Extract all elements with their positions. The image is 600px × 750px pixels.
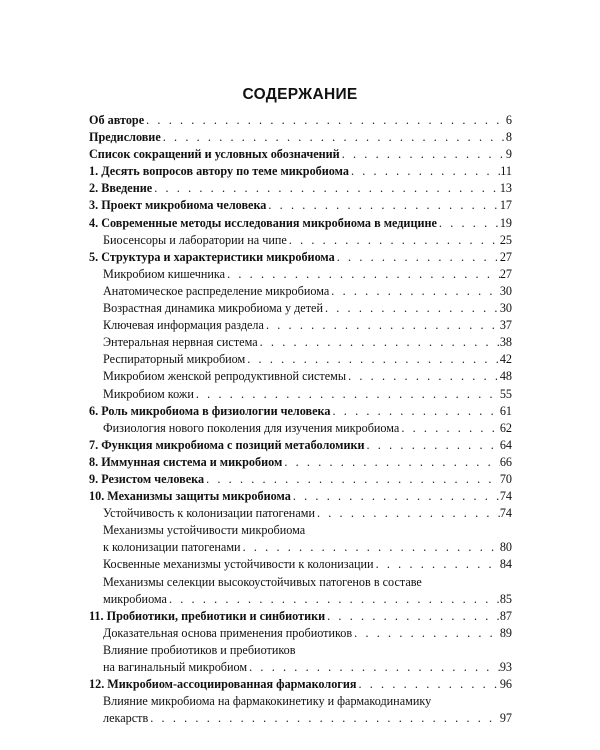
toc-page-number: 27 [499,249,512,264]
dot-leader [356,676,499,693]
dot-leader [152,180,500,197]
toc-page-number: 61 [499,403,512,418]
toc-entry[interactable] [89,249,512,266]
toc-page-number: 9 [505,147,512,162]
toc-page-number: 55 [499,386,512,401]
toc-page-number: 97 [499,711,512,726]
toc-page-number: 62 [499,420,512,435]
toc-entry-title: Анатомическое распределение микробиома [103,283,330,298]
toc-entry[interactable] [89,608,512,625]
toc-page-number: 74 [499,489,512,504]
toc-page-number: 93 [499,660,512,674]
toc-subentry[interactable] [89,591,512,608]
toc-subentry[interactable] [89,300,512,317]
toc-entry-title: 7. Функция микробиома с позиций метаболомики [89,437,365,452]
toc-entry-first-line: Механизмы устойчивости микробиома [103,523,306,538]
toc-page-number: 27 [499,266,512,281]
toc-entry-title: Возрастная динамика микробиома у детей [103,301,323,316]
dot-leader [194,386,500,403]
dot-leader [349,163,500,180]
toc-page-number: 30 [499,301,512,316]
toc-subentry[interactable] [89,368,512,385]
toc-subentry[interactable] [89,710,512,727]
dot-leader [247,659,500,676]
toc-entry-title: к колонизации патогенами [103,540,241,555]
toc-entry-title: 11. Пробиотики, пребиотики и синбиотики [89,608,326,623]
toc-entry[interactable] [89,112,512,129]
dot-leader [264,317,500,334]
dot-leader [287,232,500,249]
toc-entry-first-line: Влияние пробиотиков и пребиотиков [103,642,296,657]
toc-entry-first-line: Механизмы селекции высокоустойчивых патогенов в составе [103,574,422,589]
toc-page-number: 13 [499,181,512,196]
toc-page-number: 89 [499,625,512,640]
toc-page-number: 87 [499,608,512,623]
toc-entry[interactable] [89,454,512,471]
toc-entry-title: Микробиом женской репродуктивной системы [103,369,347,384]
toc-entry[interactable] [89,437,512,454]
toc-entry-title: 10. Механизмы защиты микробиома [89,489,291,504]
dot-leader [167,591,500,608]
toc-entry-title: Ключевая информация раздела [103,318,264,333]
page-title: СОДЕРЖАНИЕ [242,86,358,103]
toc-entry[interactable] [89,403,512,420]
toc-entry[interactable] [89,471,512,488]
dot-leader [161,129,506,146]
toc-entry[interactable] [89,197,512,214]
dot-leader [315,505,500,522]
dot-leader [352,625,500,642]
dot-leader [329,283,500,300]
dot-leader [291,488,500,505]
toc-page-number: 6 [505,113,512,127]
dot-leader [374,556,500,573]
toc-entry-title: Устойчивость к колонизации патогенами [103,506,315,521]
toc-entry-title: Доказательная основа применения пробиотиков [103,625,353,640]
dot-leader [340,146,506,163]
toc-page-number: 19 [499,215,512,230]
toc-page-number: 96 [499,677,512,692]
toc-subentry[interactable] [89,317,512,334]
toc-page-number: 80 [499,540,512,555]
toc-page-number: 17 [499,198,512,213]
toc-page-number: 66 [499,454,512,469]
toc-entry-title: 3. Проект микробиома человека [89,198,267,213]
toc-entry[interactable] [89,146,512,163]
toc-entry[interactable] [89,180,512,197]
toc-subentry[interactable] [89,505,512,522]
dot-leader [245,351,500,368]
toc-entry-title: Микробиом кишечника [103,266,226,281]
toc-entry-title: Энтеральная нервная система [103,335,258,350]
toc-entry-title: 12. Микробиом-ассоциированная фармакология [89,677,357,692]
toc-subentry[interactable] [89,351,512,368]
toc-subentry[interactable] [89,283,512,300]
toc-subentry[interactable] [89,539,512,556]
toc-entry-title: на вагинальный микробиом [103,660,248,674]
toc-page-number: 74 [499,506,512,521]
toc-entry-title: Предисловие [89,130,161,145]
dot-leader [346,368,500,385]
dot-leader [325,608,500,625]
toc-entry[interactable] [89,129,512,146]
toc-page-number: 8 [505,130,512,145]
dot-leader [241,539,500,556]
dot-leader [365,437,500,454]
toc-page-number: 84 [499,557,512,572]
toc-page-number: 70 [499,471,512,486]
toc-entry-title: Косвенные механизмы устойчивости к колонизации [103,557,374,572]
toc-subentry[interactable] [89,625,512,642]
toc-entry[interactable] [89,163,512,180]
toc-entry-title: Респираторный микробиом [103,352,246,367]
toc-page-number: 64 [499,437,512,452]
dot-leader [399,420,499,437]
toc-page-number: 37 [499,318,512,333]
toc-page-number: 42 [499,352,512,367]
toc-subentry[interactable] [89,420,512,437]
toc-entry-title: 1. Десять вопросов автору по теме микробиома [89,164,349,179]
dot-leader [282,454,500,471]
table-of-contents [89,112,512,727]
dot-leader [204,471,500,488]
dot-leader [225,266,500,283]
toc-entry-title: лекарств [103,711,149,726]
toc-subentry[interactable] [89,334,512,351]
toc-page-number: 85 [499,591,512,606]
toc-subentry[interactable] [89,266,512,283]
toc-entry-title: 6. Роль микробиома в физиологии человека [89,403,331,418]
toc-entry-first-line: Влияние микробиома на фармакокинетику и фармакодинамику [103,694,432,709]
toc-page-number: 11 [500,164,512,179]
toc-entry-title: Список сокращений и условных обозначений [89,147,340,162]
toc-entry[interactable] [89,215,512,232]
toc-entry-title: 4. Современные методы исследования микробиома в медицине [89,215,437,230]
dot-leader [323,300,500,317]
dot-leader [144,112,506,129]
toc-entry-title: Биосенсоры и лаборатории на чипе [103,232,287,247]
dot-leader [258,334,500,351]
dot-leader [266,197,499,214]
toc-entry-title: микробиома [103,591,167,606]
toc-entry-title: Микробиом кожи [103,386,194,401]
toc-subentry[interactable] [89,232,512,249]
toc-subentry[interactable] [89,659,512,676]
toc-subentry[interactable] [89,386,512,403]
toc-entry-title: 2. Введение [89,181,153,196]
dot-leader [330,403,499,420]
toc-entry-title: Физиология нового поколения для изучения микробиома [103,420,400,435]
toc-entry[interactable] [89,488,512,505]
toc-page-number: 38 [499,335,512,350]
toc-page-number: 48 [499,369,512,384]
toc-entry-title: 8. Иммунная система и микробиом [89,454,283,469]
toc-entry-title: 5. Структура и характеристики микробиома [89,249,335,264]
toc-entry-title: Об авторе [89,113,145,127]
toc-entry-title: 9. Резистом человека [89,471,205,486]
toc-page-number: 30 [499,283,512,298]
dot-leader [335,249,500,266]
toc-entry[interactable] [89,676,512,693]
toc-page-number: 25 [499,232,512,247]
dot-leader [148,710,500,727]
toc-subentry[interactable] [89,556,512,573]
dot-leader [437,215,500,232]
